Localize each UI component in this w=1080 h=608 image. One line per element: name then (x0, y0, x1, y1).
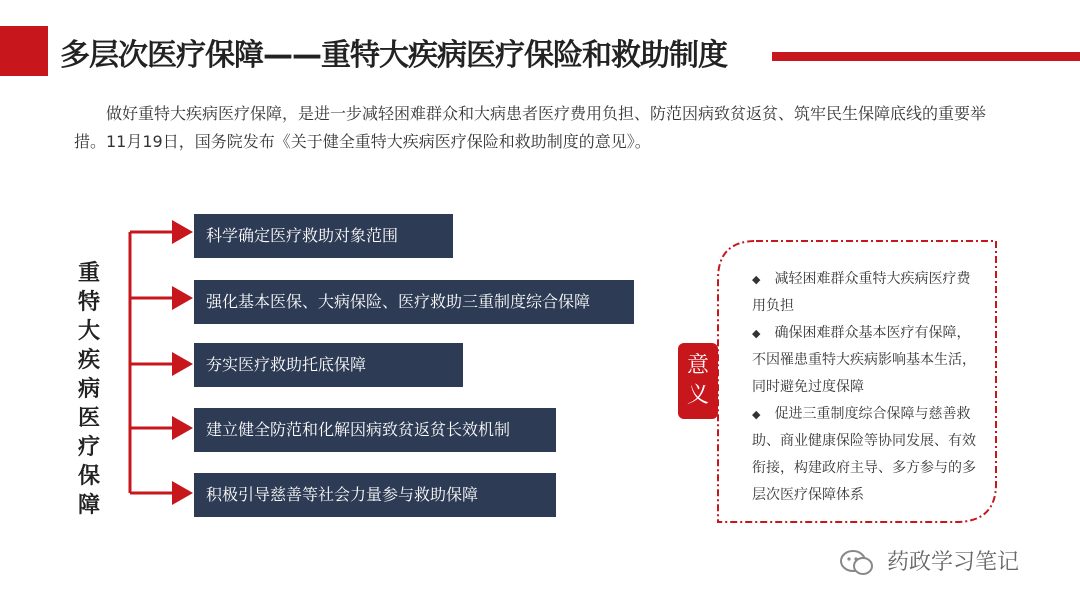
root-char: 重 (77, 261, 100, 286)
measure-box: 科学确定医疗救助对象范围 (194, 214, 453, 258)
diamond-bullet-icon: ◆ (752, 327, 761, 340)
significance-point (752, 401, 980, 509)
tag-char: 意 (686, 353, 709, 378)
point-text: 确保困难群众基本医疗有保障，不因罹患重特大疾病影响基本生活，同时避免过度保障 (752, 325, 976, 395)
measure-box: 积极引导慈善等社会力量参与救助保障 (194, 473, 556, 517)
point-text: 促进三重制度综合保障与慈善救助、商业健康保险等协同发展、有效衔接，构建政府主导、多方参与的多层次医疗保障体系 (752, 406, 976, 503)
diamond-bullet-icon: ◆ (752, 273, 761, 286)
measure-box: 强化基本医保、大病保险、医疗救助三重制度综合保障 (194, 280, 634, 324)
significance-points (752, 266, 980, 509)
significance-tag (678, 343, 718, 419)
root-char: 病 (77, 377, 100, 402)
root-char: 大 (77, 319, 100, 344)
root-char: 特 (77, 290, 100, 315)
intro-paragraph: 做好重特大疾病医疗保障，是进一步减轻困难群众和大病患者医疗费用负担、防范因病致贫返贫、筑牢民生保障底线的重要举措。11月19日，国务院发布《关于健全重特大疾病医疗保险和救助制度的意见》。 (74, 104, 987, 151)
measure-box: 夯实医疗救助托底保障 (194, 343, 463, 387)
root-char: 疾 (77, 348, 100, 373)
watermark-text: 药政学习笔记 (887, 550, 1020, 575)
tag-char: 义 (686, 383, 709, 408)
page-title: 多层次医疗保障——重特大疾病医疗保险和救助制度 (60, 38, 727, 73)
significance-point (752, 320, 980, 401)
watermark (840, 545, 1019, 577)
root-char: 保 (77, 464, 100, 489)
root-char: 医 (77, 406, 100, 431)
root-char: 疗 (77, 435, 100, 460)
diamond-bullet-icon: ◆ (752, 408, 761, 421)
root-char: 障 (77, 493, 100, 518)
point-text: 减轻困难群众重特大疾病医疗费用负担 (752, 271, 971, 314)
wechat-icon (840, 549, 874, 577)
significance-point (752, 266, 980, 320)
measure-box: 建立健全防范和化解因病致贫返贫长效机制 (194, 408, 556, 452)
